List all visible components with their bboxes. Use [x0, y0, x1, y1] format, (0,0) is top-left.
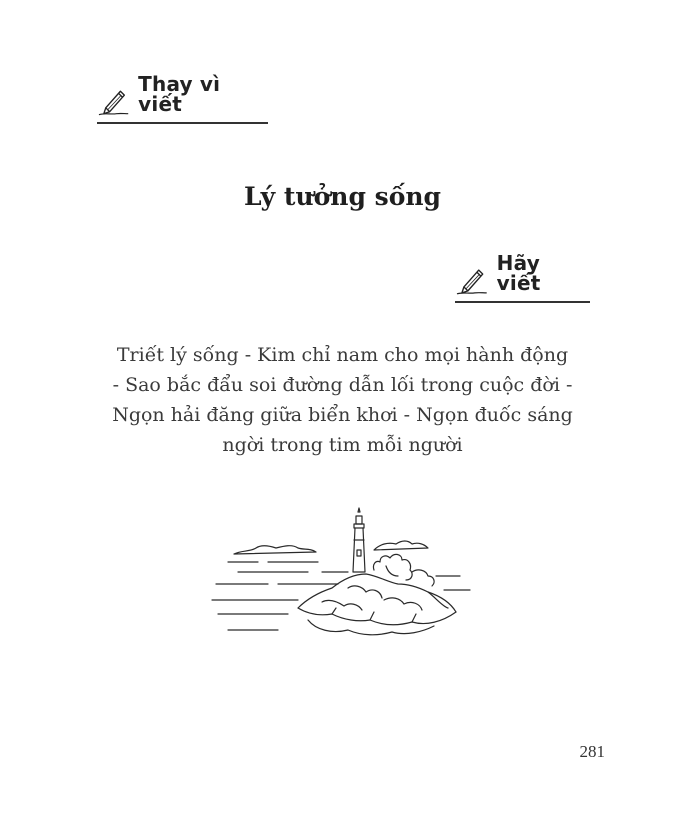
- pencil-icon: [455, 265, 489, 295]
- body-line: ngời trong tim mỗi người: [222, 434, 463, 456]
- header-tag-label: Thay vì viết: [138, 72, 221, 116]
- header-tag: [97, 72, 268, 116]
- section-tag: [455, 251, 590, 295]
- lighthouse-illustration: [198, 480, 488, 690]
- page-number: 281: [579, 742, 605, 761]
- section-tag-underline: [455, 301, 590, 303]
- pencil-icon: [97, 86, 130, 116]
- body-paragraph: [90, 340, 595, 460]
- body-line: - Sao bắc đẩu soi đường dẫn lối trong cuộc đời -: [112, 374, 573, 396]
- body-line: Triết lý sống - Kim chỉ nam cho mọi hành động: [116, 344, 569, 366]
- header-tag-underline: [97, 122, 268, 124]
- page-title: Lý tưởng sống: [243, 182, 442, 211]
- section-tag-label: Hãy viết: [496, 251, 541, 295]
- body-line: Ngọn hải đăng giữa biển khơi - Ngọn đuốc sáng: [112, 404, 573, 426]
